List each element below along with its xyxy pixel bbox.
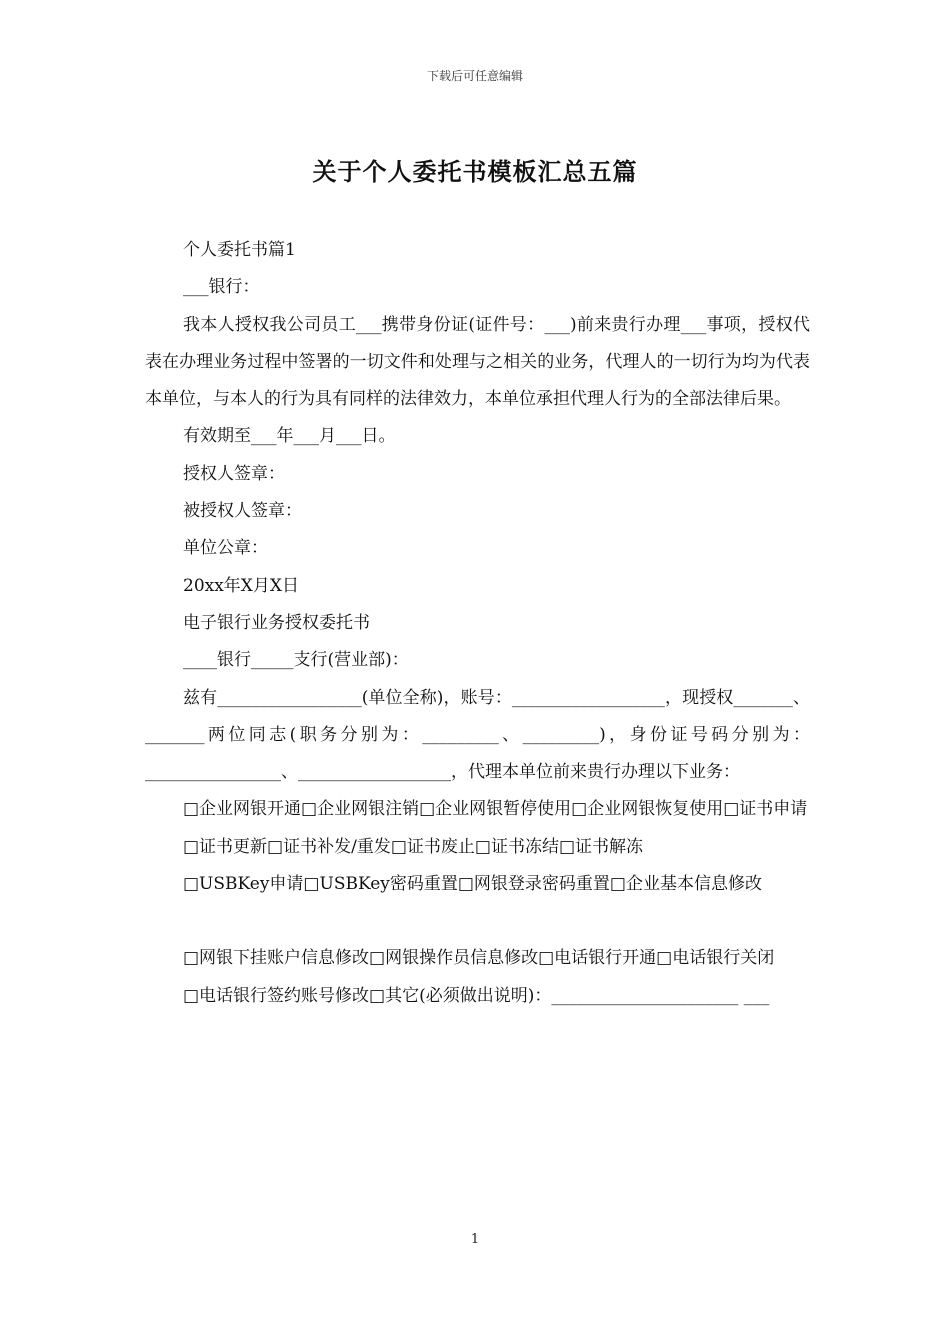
- authorization-paragraph: 我本人授权我公司员工___携带身份证(证件号：___)前来贵行办理___事项，授权代表在办理业务过程中签署的一切文件和处理与之相关的业务，代理人的一切行为均为代表本单位，与本人的行为具有同样的法律效力，本单位承担代理人行为的全部法律后果。: [145, 314, 810, 410]
- document-body: [145, 232, 810, 1015]
- delegation-paragraph: 兹有_________________(单位全称)，账号：__________________，现授权_______、_______两位同志(职务分别为：_________、_________)，身份证号码分别为：________________、__________________，代理本单位前来贵行办理以下业务：: [145, 687, 810, 783]
- authorized-signature-line: 被授权人签章：: [183, 501, 302, 522]
- validity-line: 有效期至___年___月___日。: [183, 426, 396, 447]
- business-options-4: □网银下挂账户信息修改□网银操作员信息修改□电话银行开通□电话银行关闭: [183, 948, 775, 969]
- bank-branch-line: ____银行_____支行(营业部)：: [183, 650, 409, 671]
- section-heading: 个人委托书篇1: [183, 240, 296, 260]
- company-seal-line: 单位公章：: [183, 538, 268, 559]
- business-options-5: □电话银行签约账号修改□其它(必须做出说明)：______________________ ___: [183, 985, 770, 1006]
- business-options-2: □证书更新□证书补发/重发□证书废止□证书冻结□证书解冻: [183, 836, 644, 857]
- header-note: 下载后可任意编辑: [426, 69, 523, 83]
- addressee-line: ___银行：: [183, 277, 260, 298]
- page-number: 1: [470, 1232, 480, 1247]
- document-title: 关于个人委托书模板汇总五篇: [312, 157, 638, 186]
- authorizer-signature-line: 授权人签章：: [183, 463, 285, 484]
- subsection-title: 电子银行业务授权委托书: [183, 612, 370, 633]
- business-options-1: □企业网银开通□企业网银注销□企业网银暂停使用□企业网银恢复使用□证书申请: [183, 799, 808, 820]
- date-line: 20xx年X月X日: [183, 575, 300, 596]
- business-options-3: □USBKey申请□USBKey密码重置□网银登录密码重置□企业基本信息修改: [183, 874, 762, 895]
